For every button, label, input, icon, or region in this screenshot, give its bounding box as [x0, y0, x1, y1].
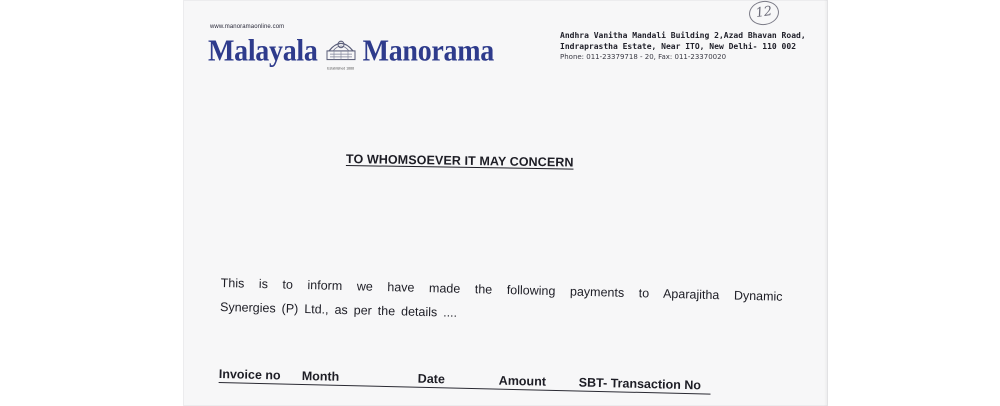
- address-line-1: Andhra Vanitha Mandali Building 2,Azad Bhavan Road,: [560, 31, 806, 40]
- address-line-2: Indraprastha Estate, Near ITO, New Delhi- 110 002: [560, 42, 797, 51]
- body-line-2: Synergies (P) Ltd., as per the details ....: [219, 299, 458, 320]
- phone-fax-line: Phone: 011-23379718 - 20, Fax: 011-23370020: [560, 53, 727, 61]
- body-line-1: This is to inform we have made the following payments to Aparajitha Dynamic: [220, 275, 783, 304]
- emblem-icon: [324, 36, 358, 71]
- column-invoice-no: Invoice no: [218, 367, 281, 383]
- logo-word-right: Manorama: [362, 34, 494, 69]
- letter-body: [220, 271, 801, 333]
- column-sbt-transaction-no: SBT- Transaction No: [578, 375, 702, 393]
- letter-page: [183, 0, 828, 406]
- page-edge-shadow: [824, 0, 828, 406]
- payment-table-header: [218, 367, 718, 401]
- emblem-caption: Established 1888: [327, 66, 355, 71]
- website-url: www.manoramaonline.com: [210, 24, 285, 30]
- letter-heading: TO WHOMSOEVER IT MAY CONCERN: [345, 152, 574, 170]
- company-logo: [208, 33, 494, 72]
- company-address: [560, 30, 806, 63]
- column-date: Date: [417, 371, 446, 387]
- handwritten-page-number: 12: [747, 0, 780, 27]
- logo-word-left: Malayala: [208, 34, 318, 69]
- column-month: Month: [301, 368, 340, 384]
- column-amount: Amount: [498, 373, 547, 389]
